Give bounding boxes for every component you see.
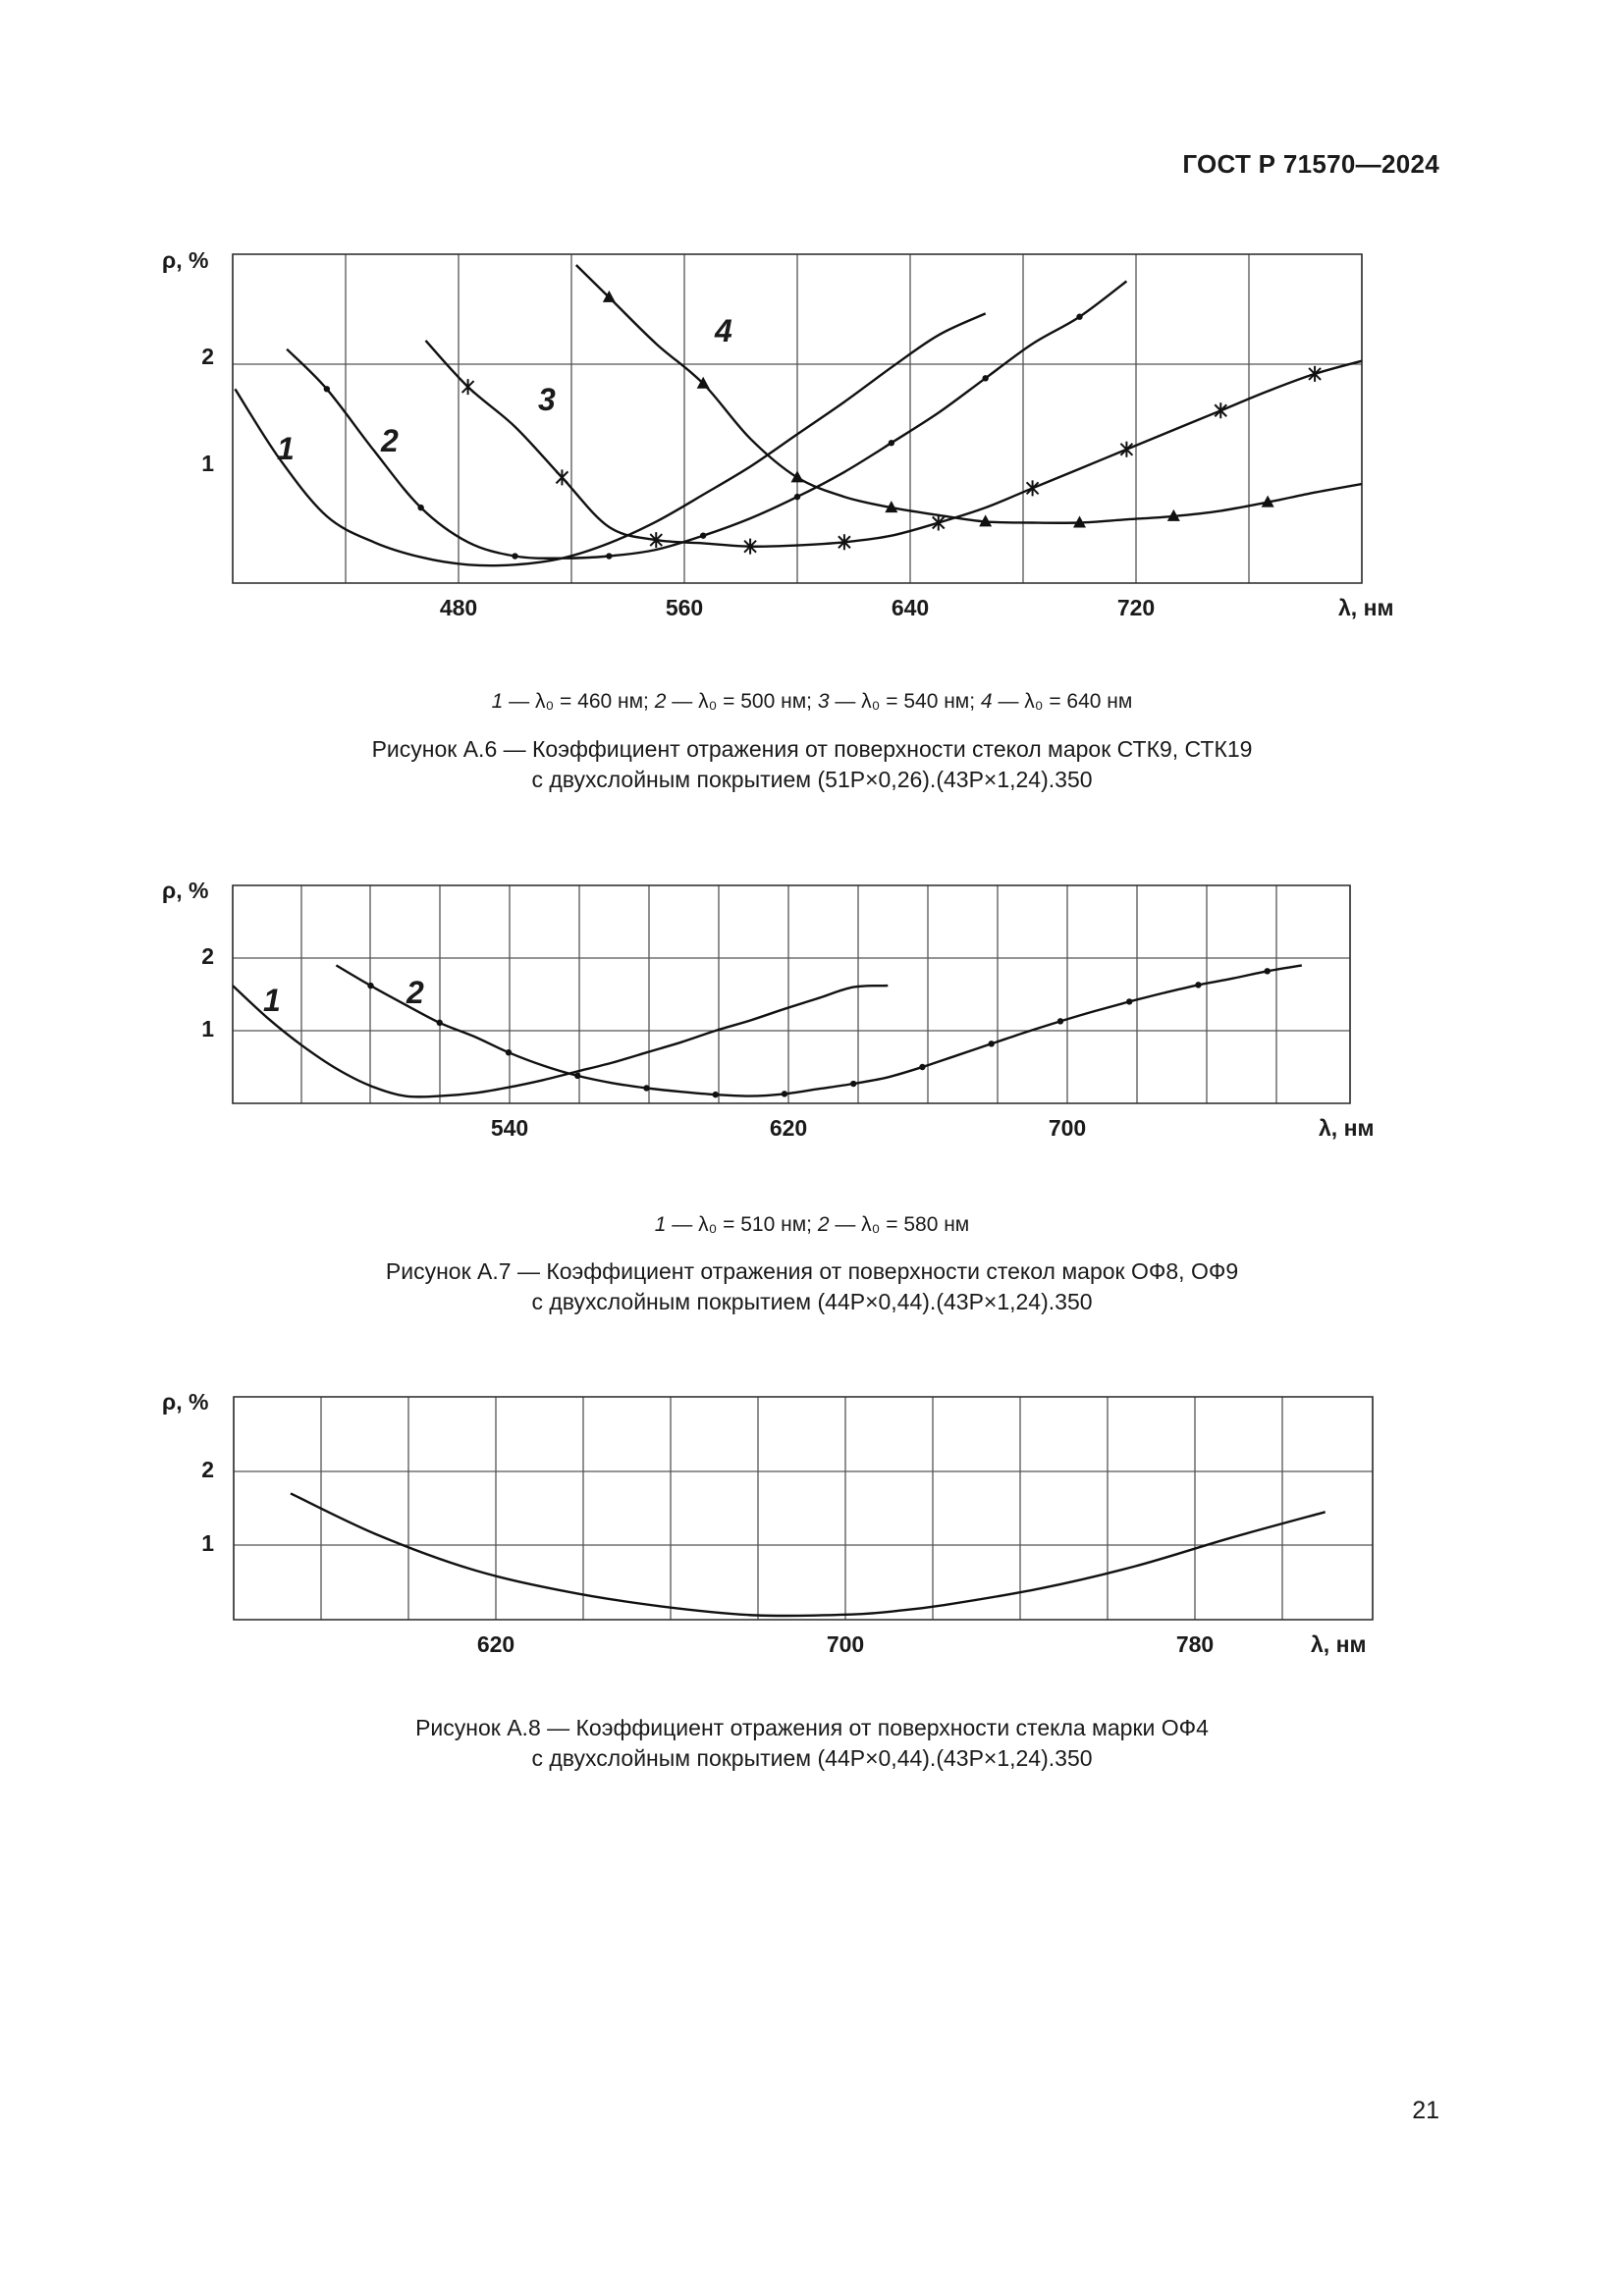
- legend-text: — λ₀ = 510 нм;: [666, 1213, 818, 1236]
- plot-frame: [234, 1397, 1373, 1620]
- x-axis-label: λ, нм: [1319, 1115, 1375, 1141]
- y-axis-label: ρ, %: [162, 878, 209, 903]
- x-tick-label: 480: [439, 595, 478, 620]
- legend-num: 4: [980, 690, 993, 713]
- x-tick-label: 620: [476, 1631, 515, 1657]
- y-tick-label: 2: [201, 943, 214, 969]
- curve-label-2: 2: [406, 975, 424, 1010]
- caption-line: с двухслойным покрытием (44Р×0,44).(43Р×1,24).350: [531, 1289, 1093, 1314]
- y-tick-label: 1: [201, 451, 214, 476]
- legend-text: — λ₀ = 540 нм;: [829, 690, 981, 713]
- x-tick-label: 560: [665, 595, 704, 620]
- y-tick-label: 1: [201, 1530, 214, 1556]
- curve-label-3: 3: [538, 382, 556, 417]
- page-number: 21: [1412, 2097, 1439, 2124]
- figure-a8-caption: [0, 1713, 1624, 1774]
- x-tick-label: 620: [769, 1115, 808, 1141]
- legend-num: 2: [654, 690, 667, 713]
- x-axis-label: λ, нм: [1338, 595, 1394, 620]
- curve-label-1: 1: [263, 983, 281, 1018]
- legend-text: — λ₀ = 460 нм;: [503, 690, 655, 713]
- series-line: [291, 1493, 1326, 1616]
- x-tick-label: 720: [1116, 595, 1156, 620]
- series-curve: [291, 1493, 1326, 1616]
- x-axis-label: λ, нм: [1311, 1631, 1367, 1657]
- caption-line: Рисунок А.8 — Коэффициент отражения от поверхности стекла марки ОФ4: [415, 1715, 1209, 1740]
- y-tick-label: 2: [201, 1457, 214, 1482]
- x-tick-label: 640: [891, 595, 930, 620]
- document-id: ГОСТ Р 71570—2024: [1182, 149, 1439, 179]
- x-tick-label: 700: [1048, 1115, 1087, 1141]
- y-tick-label: 2: [201, 344, 214, 369]
- curve-label-4: 4: [715, 313, 732, 348]
- y-axis-label: ρ, %: [162, 1389, 209, 1415]
- curve-label-1: 1: [277, 431, 295, 466]
- x-tick-label: 700: [826, 1631, 865, 1657]
- legend-text: — λ₀ = 640 нм: [992, 690, 1133, 713]
- curve-label-2: 2: [381, 423, 399, 458]
- grid-lines: [234, 1397, 1373, 1620]
- legend-num: 2: [817, 1213, 830, 1236]
- x-tick-label: 540: [490, 1115, 529, 1141]
- caption-line: Рисунок А.7 — Коэффициент отражения от поверхности стекол марок ОФ8, ОФ9: [385, 1258, 1239, 1284]
- x-tick-label: 780: [1175, 1631, 1215, 1657]
- legend-num: 3: [817, 690, 830, 713]
- y-axis-label: ρ, %: [162, 247, 209, 273]
- caption-line: с двухслойным покрытием (44Р×0,44).(43Р×1,24).350: [531, 1745, 1093, 1771]
- caption-line: с двухслойным покрытием (51Р×0,26).(43Р×1,24).350: [531, 767, 1093, 792]
- caption-line: Рисунок А.6 — Коэффициент отражения от поверхности стекол марок СТК9, СТК19: [371, 736, 1253, 762]
- legend-text: — λ₀ = 500 нм;: [666, 690, 818, 713]
- y-tick-label: 1: [201, 1016, 214, 1041]
- legend-num: 1: [491, 690, 504, 713]
- legend-text: — λ₀ = 580 нм: [829, 1213, 970, 1236]
- legend-num: 1: [654, 1213, 667, 1236]
